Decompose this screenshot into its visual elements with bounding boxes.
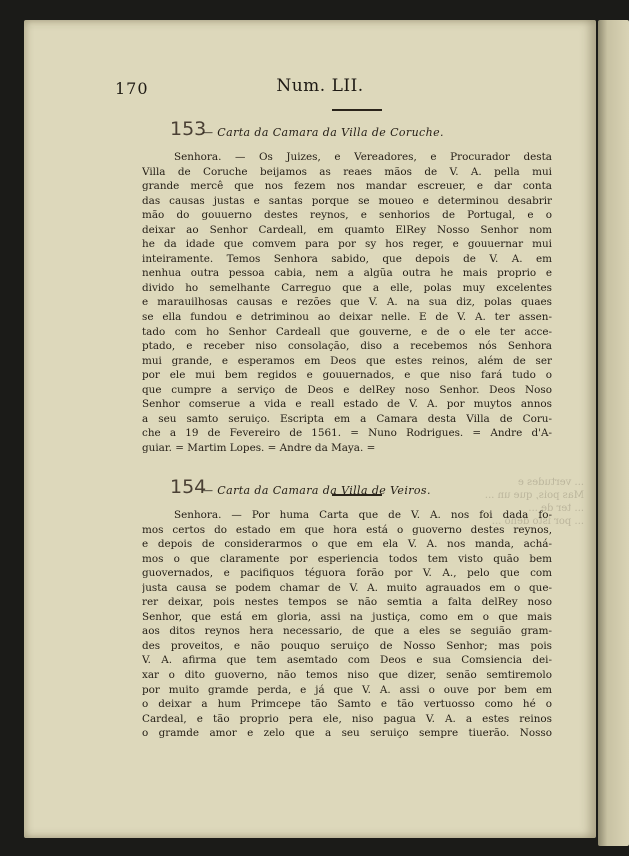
text-line: xar o dito guoverno, não temos niso que dizer, senão semtiremolo <box>142 669 552 682</box>
text-line: inteiramente. Temos Senhora sabido, que depois de V. A. em <box>142 252 552 265</box>
text-line: se ella fundou e detriminou ao deixar nelle. E de V. A. ter assen- <box>142 311 552 324</box>
book-page <box>24 20 596 838</box>
section-title-1 <box>142 118 552 144</box>
text-line: tado com ho Senhor Cardeall que gouverne, e de o ele ter acce- <box>142 325 552 338</box>
text-line: mos certos do estado em que hora está o guoverno destes reynos, <box>142 523 552 536</box>
letter-title-1: — Carta da Camara da Villa de Coruche. <box>202 126 444 139</box>
text-line: deixar ao Senhor Cardeall, em quamto ElRey Nosso Senhor nom <box>142 223 552 236</box>
text-line: das causas justas e santas porque se moueo e determinou desabrir <box>142 194 552 207</box>
document-number: Num. LII. <box>276 76 364 96</box>
text-line: e marauilhosas causas e rezões que V. A. na sua diz, polas quaes <box>142 296 552 309</box>
text-line: por ele mui bem regidos e gouuernados, e que niso fará tudo o <box>142 369 552 382</box>
text-line: Senhora. — Por huma Carta que de V. A. nos foi dada fo- <box>174 509 552 521</box>
text-line: a seu samto seruiço. Escripta em a Camara desta Villa de Coru- <box>142 412 552 425</box>
text-line: che a 19 de Fevereiro de 1561. = Nuno Rodrigues. = Andre d'A- <box>142 427 552 440</box>
text-line: mos o que claramente por esperiencia todos tem visto quão bem <box>142 552 552 565</box>
next-page-edge <box>598 20 629 846</box>
text-line: divido ho semelhante Carreguo que a elle, polas muy excelentes <box>142 281 552 294</box>
text-line: des proveitos, e não pouquo seruiço de Nosso Senhor; mas pois <box>142 639 552 652</box>
text-line: guovernados, e pacifiquos téguora forão por V. A., pelo que com <box>142 567 552 580</box>
text-line: ptado, e receber niso consolação, diso a recebemos nós Senhora <box>142 340 552 353</box>
text-line: Cardeal, e tão proprio pera ele, niso pagua V. A. a estes reinos <box>142 712 552 725</box>
handwritten-number-1: 153 <box>170 118 207 140</box>
letter-body-1 <box>142 150 552 455</box>
text-line: o deixar a hum Primcepe tão Samto e tão vertuosso como hé o <box>142 698 552 711</box>
text-line: justa causa se podem chamar de V. A. muito agrauados em o que- <box>142 581 552 594</box>
text-line: e depois de considerarmos o que em ela V. A. nos manda, achá- <box>142 538 552 551</box>
text-line: Villa de Coruche beijamos as reaes mãos de V. A. pella mui <box>142 165 552 178</box>
text-line: grande mercê que nos fezem nos mandar escreuer, e dar conta <box>142 180 552 193</box>
text-line: nenhua outra pessoa cabia, nem a algũa outra he mais proprio e <box>142 267 552 280</box>
text-line: V. A. afirma que tem asemtado com Deos e sua Comsiencia dei- <box>142 654 552 667</box>
text-line: he da idade que comvem para por sy hos reger, e gouuernar mui <box>142 238 552 251</box>
text-line: mui grande, e esperamos em Deos que estes reinos, além de ser <box>142 354 552 367</box>
text-line: por muito gramde perda, e já que V. A. assi o ouve por bem em <box>142 683 552 696</box>
letter-body-2 <box>142 508 552 741</box>
text-line: aos ditos reynos hera necessario, de que a eles se seguião gram- <box>142 625 552 638</box>
text-line: o gramde amor e zelo que a seu seruiço sempre tiuerão. Nosso <box>142 727 552 740</box>
text-line: Senhor, que está em gloria, assi na justiça, como em o que mais <box>142 610 552 623</box>
bleed-through-text: ... vertudes e Mas pois, que un ... ... ter de ... ... por isto deno ... <box>484 477 584 527</box>
text-line: Senhor comserue a vida e reall estado de V. A. por muytos annos <box>142 398 552 411</box>
section-title-2 <box>142 476 552 502</box>
text-line: rer deixar, pois nestes tempos se não semtia a falta delRey noso <box>142 596 552 609</box>
page-header <box>24 76 596 100</box>
page-number: 170 <box>115 79 149 98</box>
text-line: que cumpre a serviço de Deos e delRey noso Senhor. Deos Noso <box>142 383 552 396</box>
text-line: Senhora. — Os Juizes, e Vereadores, e Procurador desta <box>174 151 552 163</box>
text-line: mão do gouuerno destes reynos, e senhorios de Portugal, e o <box>142 209 552 222</box>
letter-title-2: — Carta da Camara da Villa de Veiros. <box>202 484 431 497</box>
header-rule <box>332 109 382 111</box>
text-line: guiar. = Martim Lopes. = Andre da Maya. = <box>142 441 376 454</box>
handwritten-number-2: 154 <box>170 476 207 498</box>
